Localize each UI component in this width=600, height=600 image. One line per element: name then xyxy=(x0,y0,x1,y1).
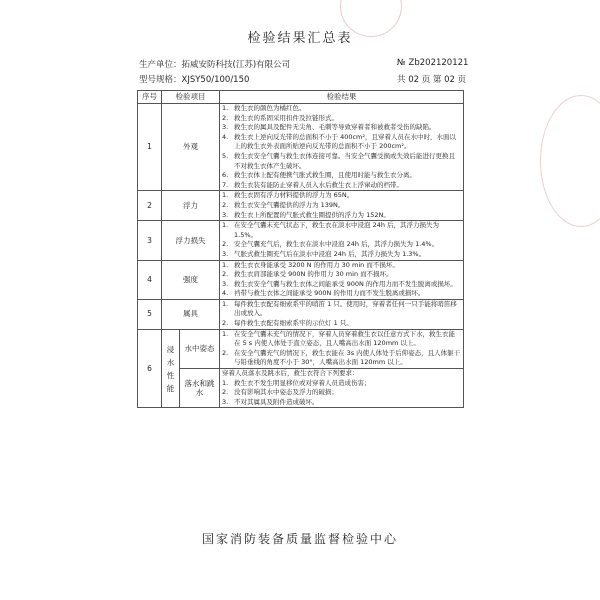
table-row xyxy=(138,221,464,260)
group-char: 水 xyxy=(166,357,175,367)
page-count: 共 02 页 第 02 页 xyxy=(397,75,467,85)
result-text: 裆带与救生衣体之间能承受 900N 的作用力而不发生脱离或损坏。 xyxy=(234,289,425,298)
row-item: 水中姿态 xyxy=(180,329,220,368)
result-index: 3. xyxy=(222,397,229,406)
result-item xyxy=(222,171,461,181)
result-text: 救生衣肩部能承受 900N 的作用力 30 min 而不损坏。 xyxy=(234,270,393,279)
result-list xyxy=(222,379,461,408)
result-list xyxy=(222,221,461,259)
result-lead: 穿着人员落水及跳水后，救生衣符合下列要求： xyxy=(222,369,359,378)
table-row xyxy=(138,329,464,368)
result-index: 1. xyxy=(222,221,229,230)
row-seq: 6 xyxy=(138,329,162,408)
result-index: 5. xyxy=(222,151,229,160)
table-row xyxy=(138,191,464,221)
result-text: 救生衣不发生明显移位或对穿着人员造成伤害； xyxy=(234,378,371,387)
result-index: 3. xyxy=(222,123,229,132)
result-index: 2. xyxy=(222,240,229,249)
producer-line: 生产单位：拓威安防科技(江苏)有限公司 xyxy=(139,60,291,70)
header-seq: 序号 xyxy=(138,91,162,104)
row-results xyxy=(220,260,464,299)
result-index: 3. xyxy=(222,210,229,219)
result-text: 在安全气囊未充气状态下，救生衣在淡水中浸泡 24h 后，其浮力损失为 1.5%。 xyxy=(234,221,440,239)
report-number: № Zb202120121 xyxy=(397,58,469,68)
result-index: 4. xyxy=(222,132,229,141)
result-item xyxy=(222,191,461,201)
result-text: 救生衣安全气囊提供的浮力为 139N。 xyxy=(234,200,345,209)
result-item xyxy=(222,289,461,299)
model-line: 型号规格：XJSY50/100/150 xyxy=(139,75,250,85)
result-index: 1. xyxy=(222,378,229,387)
result-text: 救生衣的系固采用扣件及拉链形式。 xyxy=(234,113,338,122)
result-list xyxy=(222,300,461,329)
result-list xyxy=(222,261,461,299)
header-result: 检验结果 xyxy=(220,91,464,104)
result-item xyxy=(222,104,461,114)
result-text: 在安全气囊未充气的情况下，穿着人员穿着救生衣以任意方式下水，救生衣能在 5 s 内使人体处于直立姿态，且人嘴高出水面 120mm 以上。 xyxy=(234,329,455,348)
result-text: 救生衣上所配置的气胀式救生圈提供的浮力为 152N。 xyxy=(234,210,390,219)
result-text: 每件救生衣配有细索系牢的哨笛 1 只。使用时，穿着者任何一只手能将哨笛移出或放入。 xyxy=(234,299,457,318)
row-seq: 2 xyxy=(138,191,162,221)
table-row xyxy=(138,104,464,191)
result-text: 救生衣装有能防止穿着人员入水后救生衣上浮窜动的档带。 xyxy=(234,180,403,189)
group-char: 性 xyxy=(166,370,175,380)
row-results xyxy=(220,369,464,408)
result-index: 1. xyxy=(222,299,229,308)
result-text: 安全气囊充气后，救生衣在淡水中浸泡 24h 后，其浮力损失为 1.4%。 xyxy=(234,240,439,249)
group-char: 能 xyxy=(166,383,175,393)
result-index: 2. xyxy=(222,270,229,279)
header-item: 检验项目 xyxy=(162,91,220,104)
result-text: 气胀式救生圈充气后在淡水中浸泡 24h 后，其浮力损失为 1.3%。 xyxy=(234,249,426,258)
result-item xyxy=(222,280,461,290)
result-item xyxy=(222,181,461,191)
results-table xyxy=(137,90,464,408)
row-item: 强度 xyxy=(162,260,220,299)
result-text: 不对其属具及附件造成破坏。 xyxy=(234,397,319,406)
result-index: 2. xyxy=(222,200,229,209)
result-text: 救生衣体上配有便携气胀式救生圈，且使用时能与救生衣分离。 xyxy=(234,171,416,180)
result-item xyxy=(222,330,461,349)
result-text: 救生衣的属具及配件无尖角、毛刺等导致穿着者和被救者受伤的缺陷。 xyxy=(234,123,436,132)
row-results xyxy=(220,299,464,329)
result-item xyxy=(222,261,461,271)
result-item xyxy=(222,114,461,124)
result-item xyxy=(222,349,461,368)
result-index: 2. xyxy=(222,348,229,357)
result-item xyxy=(222,123,461,133)
result-item xyxy=(222,250,461,260)
table-row xyxy=(138,299,464,329)
result-text: 救生衣固有浮力材料提供的浮力为 65N。 xyxy=(234,191,354,200)
result-item xyxy=(222,388,461,398)
row-results xyxy=(220,104,464,191)
result-index: 1. xyxy=(222,104,229,112)
result-text: 救生衣安全气囊与救生衣体之间能承受 900N 的作用力而不发生脱离或损坏。 xyxy=(234,279,457,288)
result-list xyxy=(222,191,461,220)
row-item: 落水和跳水 xyxy=(180,369,220,408)
result-item xyxy=(222,379,461,389)
result-item xyxy=(222,240,461,250)
result-index: 3. xyxy=(222,249,229,258)
result-item xyxy=(222,221,461,240)
result-index: 7. xyxy=(222,180,229,189)
result-item xyxy=(222,300,461,319)
result-index: 2. xyxy=(222,113,229,122)
row-seq: 1 xyxy=(138,104,162,191)
result-index: 1. xyxy=(222,191,229,200)
result-index: 3. xyxy=(222,279,229,288)
result-index: 2. xyxy=(222,319,229,328)
row-seq: 4 xyxy=(138,260,162,299)
row-item: 外观 xyxy=(162,104,220,191)
row-item: 浮力损失 xyxy=(162,221,220,260)
row-results xyxy=(220,329,464,368)
result-text: 救生衣安全气囊与救生衣体连接可靠。当安全气囊受损或失效后能进行更换且不对救生衣体产生破坏。 xyxy=(234,151,455,170)
issuing-center: 国家消防装备质量监督检验中心 xyxy=(201,532,398,546)
group-char: 浸 xyxy=(166,344,175,354)
result-text: 救生衣上逆向反光带的总面积不小于 400cm²，且穿着人员在水中时，水面以上的救生衣外表面所贴逆向反光带的总面积不小于 200cm²。 xyxy=(234,132,456,151)
result-text: 每件救生衣配有细索系牢的示位灯 1 只。 xyxy=(234,319,353,328)
result-item xyxy=(222,133,461,152)
row-item: 浮力 xyxy=(162,191,220,221)
result-index: 2. xyxy=(222,388,229,397)
official-seal-side xyxy=(540,95,600,227)
result-text: 救生衣的颜色为橘红色。 xyxy=(234,104,306,112)
row-results xyxy=(220,221,464,260)
result-index: 1. xyxy=(222,329,229,338)
result-list xyxy=(222,330,461,368)
row-seq: 3 xyxy=(138,221,162,260)
result-text: 没有影响其水中姿态及浮力的破损； xyxy=(234,388,338,397)
result-item xyxy=(222,152,461,171)
result-list xyxy=(222,104,461,190)
table-row xyxy=(138,260,464,299)
result-index: 6. xyxy=(222,171,229,180)
result-text: 救生衣衣身能承受 3200 N 的作用力 30 min 而不损坏。 xyxy=(234,260,399,269)
result-index: 4. xyxy=(222,289,229,298)
row-group-label xyxy=(162,329,180,408)
result-item xyxy=(222,211,461,221)
row-results xyxy=(220,191,464,221)
row-seq: 5 xyxy=(138,299,162,329)
result-item xyxy=(222,270,461,280)
table-header-row xyxy=(138,91,464,104)
result-index: 1. xyxy=(222,260,229,269)
table-row xyxy=(138,369,464,408)
result-item xyxy=(222,201,461,211)
page-title: 检验结果汇总表 xyxy=(247,31,353,46)
row-item: 属具 xyxy=(162,299,220,329)
result-item xyxy=(222,319,461,329)
result-item xyxy=(222,398,461,408)
result-text: 在安全气囊充气的情况下，救生衣能在 3s 内使人体处于后仰姿态，且人体躯干与铅垂线的角度不小于 30°，人嘴高出水面 120mm 以上。 xyxy=(234,348,461,367)
